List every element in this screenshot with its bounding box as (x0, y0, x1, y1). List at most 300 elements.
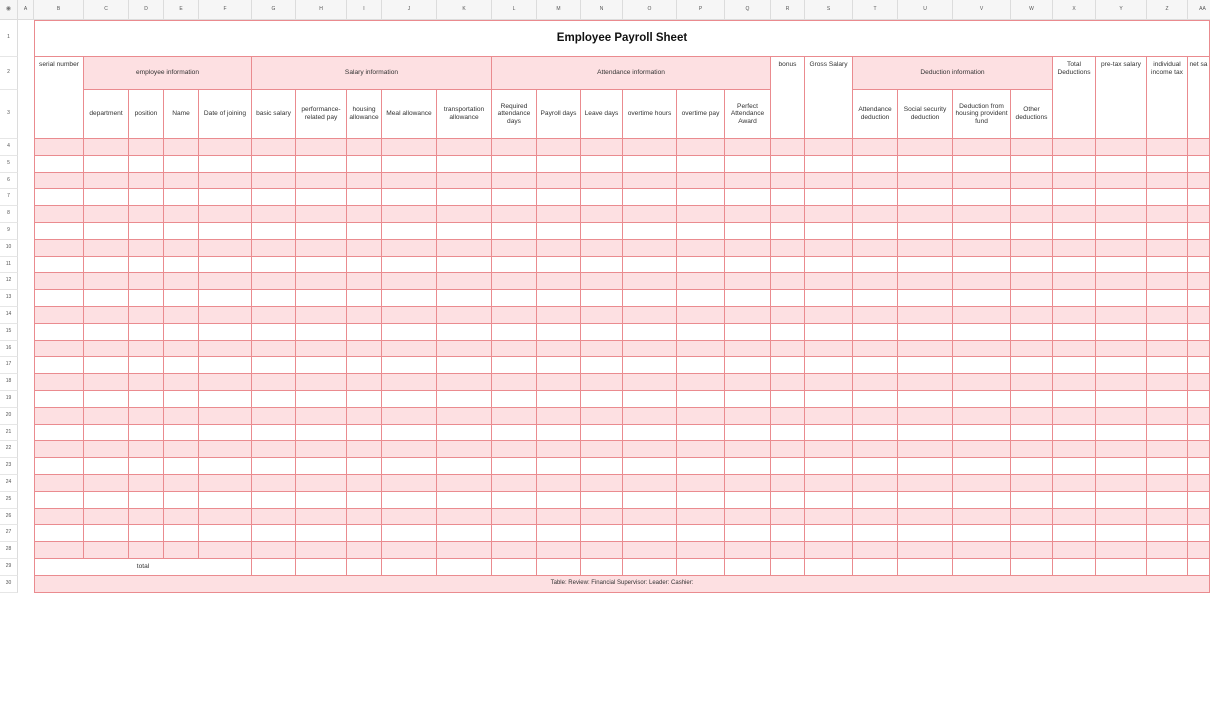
table-cell[interactable] (129, 341, 164, 358)
column-header-p[interactable]: P (677, 0, 725, 20)
table-cell[interactable] (581, 240, 623, 257)
table-cell[interactable] (437, 441, 492, 458)
table-cell[interactable] (252, 206, 296, 223)
table-cell[interactable] (382, 240, 437, 257)
table-cell[interactable] (853, 475, 898, 492)
table-cell[interactable] (1053, 240, 1096, 257)
table-cell[interactable] (1147, 290, 1188, 307)
table-cell[interactable] (382, 324, 437, 341)
table-cell[interactable] (437, 458, 492, 475)
table-cell[interactable] (805, 139, 853, 156)
table-cell[interactable] (84, 425, 129, 442)
table-cell[interactable] (677, 475, 725, 492)
table-cell[interactable] (953, 307, 1011, 324)
table-cell[interactable] (1147, 441, 1188, 458)
table-cell[interactable] (252, 509, 296, 526)
table-cell[interactable] (623, 525, 677, 542)
table-cell[interactable] (199, 273, 252, 290)
table-cell[interactable] (347, 257, 382, 274)
table-cell[interactable] (677, 509, 725, 526)
table-cell[interactable] (129, 139, 164, 156)
table-cell[interactable] (953, 240, 1011, 257)
table-cell[interactable] (581, 509, 623, 526)
table-cell[interactable] (347, 391, 382, 408)
table-cell[interactable] (623, 223, 677, 240)
table-cell[interactable] (129, 290, 164, 307)
row-header-5[interactable]: 5 (0, 156, 18, 173)
table-cell[interactable] (623, 173, 677, 190)
table-cell[interactable] (725, 341, 771, 358)
table-cell[interactable] (164, 475, 199, 492)
table-cell[interactable] (199, 290, 252, 307)
table-cell[interactable] (537, 391, 581, 408)
table-cell[interactable] (1053, 173, 1096, 190)
table-cell[interactable] (898, 307, 953, 324)
table-cell[interactable] (581, 425, 623, 442)
table-cell[interactable] (581, 542, 623, 559)
row-header-15[interactable]: 15 (0, 324, 18, 341)
table-cell[interactable] (953, 223, 1011, 240)
column-header-y[interactable]: Y (1096, 0, 1147, 20)
table-cell[interactable] (898, 324, 953, 341)
table-cell[interactable] (84, 240, 129, 257)
table-cell[interactable] (1096, 374, 1147, 391)
table-cell[interactable] (382, 391, 437, 408)
table-cell[interactable] (1053, 374, 1096, 391)
table-cell[interactable] (84, 223, 129, 240)
table-cell[interactable] (492, 374, 537, 391)
table-cell[interactable] (953, 156, 1011, 173)
table-cell[interactable] (581, 173, 623, 190)
column-header-j[interactable]: J (382, 0, 437, 20)
table-cell[interactable] (898, 173, 953, 190)
table-cell[interactable] (492, 257, 537, 274)
table-cell[interactable] (296, 509, 347, 526)
column-header-l[interactable]: L (492, 0, 537, 20)
table-cell[interactable] (34, 189, 84, 206)
table-cell[interactable] (34, 240, 84, 257)
table-cell[interactable] (771, 307, 805, 324)
table-cell[interactable] (382, 492, 437, 509)
table-cell[interactable] (1011, 357, 1053, 374)
table-cell[interactable] (853, 441, 898, 458)
table-cell[interactable] (898, 458, 953, 475)
table-cell[interactable] (437, 492, 492, 509)
table-cell[interactable] (199, 408, 252, 425)
table-cell[interactable] (492, 458, 537, 475)
table-cell[interactable] (898, 240, 953, 257)
table-cell[interactable] (853, 290, 898, 307)
table-cell[interactable] (1147, 324, 1188, 341)
table-cell[interactable] (492, 509, 537, 526)
table-cell[interactable] (771, 509, 805, 526)
table-cell[interactable] (492, 240, 537, 257)
row-header-14[interactable]: 14 (0, 307, 18, 324)
table-cell[interactable] (252, 324, 296, 341)
table-cell[interactable] (199, 324, 252, 341)
table-cell[interactable] (1188, 307, 1210, 324)
table-cell[interactable] (725, 357, 771, 374)
row-header-8[interactable]: 8 (0, 206, 18, 223)
table-cell[interactable] (1188, 206, 1210, 223)
table-cell[interactable] (953, 492, 1011, 509)
table-cell[interactable] (492, 189, 537, 206)
table-cell[interactable] (382, 189, 437, 206)
table-cell[interactable] (1053, 206, 1096, 223)
table-cell[interactable] (581, 257, 623, 274)
table-cell[interactable] (347, 542, 382, 559)
table-cell[interactable] (623, 492, 677, 509)
table-cell[interactable] (34, 290, 84, 307)
table-cell[interactable] (129, 206, 164, 223)
table-cell[interactable] (537, 206, 581, 223)
table-cell[interactable] (252, 139, 296, 156)
table-cell[interactable] (771, 357, 805, 374)
table-cell[interactable] (725, 290, 771, 307)
table-cell[interactable] (771, 408, 805, 425)
table-cell[interactable] (84, 475, 129, 492)
table-cell[interactable] (898, 223, 953, 240)
table-cell[interactable] (771, 542, 805, 559)
column-header-aa[interactable]: AA (1188, 0, 1210, 20)
table-cell[interactable] (853, 525, 898, 542)
table-cell[interactable] (382, 341, 437, 358)
table-cell[interactable] (164, 139, 199, 156)
table-cell[interactable] (725, 257, 771, 274)
table-cell[interactable] (725, 425, 771, 442)
table-cell[interactable] (805, 240, 853, 257)
table-cell[interactable] (129, 441, 164, 458)
table-cell[interactable] (164, 509, 199, 526)
column-header-e[interactable]: E (164, 0, 199, 20)
table-cell[interactable] (1053, 290, 1096, 307)
table-cell[interactable] (296, 391, 347, 408)
column-header-x[interactable]: X (1053, 0, 1096, 20)
table-cell[interactable] (164, 206, 199, 223)
table-cell[interactable] (623, 441, 677, 458)
table-cell[interactable] (725, 509, 771, 526)
table-cell[interactable] (623, 139, 677, 156)
table-cell[interactable] (898, 139, 953, 156)
table-cell[interactable] (1188, 425, 1210, 442)
table-cell[interactable] (677, 374, 725, 391)
table-cell[interactable] (953, 290, 1011, 307)
table-cell[interactable] (492, 391, 537, 408)
table-cell[interactable] (199, 492, 252, 509)
table-cell[interactable] (129, 425, 164, 442)
table-cell[interactable] (1011, 475, 1053, 492)
table-cell[interactable] (437, 475, 492, 492)
table-cell[interactable] (84, 206, 129, 223)
table-cell[interactable] (84, 391, 129, 408)
table-cell[interactable] (725, 374, 771, 391)
table-cell[interactable] (382, 206, 437, 223)
table-cell[interactable] (164, 441, 199, 458)
table-cell[interactable] (1053, 273, 1096, 290)
table-cell[interactable] (953, 173, 1011, 190)
table-cell[interactable] (581, 189, 623, 206)
table-cell[interactable] (953, 391, 1011, 408)
table-cell[interactable] (199, 173, 252, 190)
table-cell[interactable] (164, 458, 199, 475)
table-cell[interactable] (853, 341, 898, 358)
table-cell[interactable] (677, 542, 725, 559)
table-cell[interactable] (1147, 391, 1188, 408)
table-cell[interactable] (164, 525, 199, 542)
table-cell[interactable] (805, 509, 853, 526)
table-cell[interactable] (1011, 341, 1053, 358)
table-cell[interactable] (1096, 525, 1147, 542)
table-cell[interactable] (1096, 156, 1147, 173)
total-cell[interactable] (537, 559, 581, 576)
table-cell[interactable] (129, 156, 164, 173)
table-cell[interactable] (34, 273, 84, 290)
table-cell[interactable] (853, 391, 898, 408)
table-cell[interactable] (537, 441, 581, 458)
table-cell[interactable] (805, 492, 853, 509)
table-cell[interactable] (1011, 441, 1053, 458)
table-cell[interactable] (164, 290, 199, 307)
table-cell[interactable] (1096, 257, 1147, 274)
table-cell[interactable] (34, 408, 84, 425)
table-cell[interactable] (1147, 240, 1188, 257)
table-cell[interactable] (853, 189, 898, 206)
row-header-2[interactable]: 2 (0, 57, 18, 90)
table-cell[interactable] (1096, 206, 1147, 223)
table-cell[interactable] (199, 189, 252, 206)
table-cell[interactable] (853, 273, 898, 290)
table-cell[interactable] (199, 341, 252, 358)
table-cell[interactable] (1188, 357, 1210, 374)
table-cell[interactable] (677, 357, 725, 374)
table-cell[interactable] (771, 257, 805, 274)
row-header-10[interactable]: 10 (0, 240, 18, 257)
table-cell[interactable] (437, 139, 492, 156)
table-cell[interactable] (677, 206, 725, 223)
table-cell[interactable] (898, 341, 953, 358)
table-cell[interactable] (898, 492, 953, 509)
table-cell[interactable] (199, 542, 252, 559)
table-cell[interactable] (437, 240, 492, 257)
table-cell[interactable] (199, 156, 252, 173)
table-cell[interactable] (805, 223, 853, 240)
table-cell[interactable] (953, 509, 1011, 526)
column-header-o[interactable]: O (623, 0, 677, 20)
table-cell[interactable] (84, 156, 129, 173)
table-cell[interactable] (1147, 458, 1188, 475)
table-cell[interactable] (84, 542, 129, 559)
table-cell[interactable] (725, 173, 771, 190)
table-cell[interactable] (1011, 156, 1053, 173)
row-header-18[interactable]: 18 (0, 374, 18, 391)
table-cell[interactable] (129, 391, 164, 408)
table-cell[interactable] (296, 374, 347, 391)
row-header-4[interactable]: 4 (0, 139, 18, 156)
table-cell[interactable] (296, 273, 347, 290)
column-header-z[interactable]: Z (1147, 0, 1188, 20)
table-cell[interactable] (537, 240, 581, 257)
row-header-17[interactable]: 17 (0, 357, 18, 374)
table-cell[interactable] (1011, 425, 1053, 442)
table-cell[interactable] (1188, 509, 1210, 526)
table-cell[interactable] (677, 408, 725, 425)
table-cell[interactable] (296, 324, 347, 341)
total-cell[interactable] (252, 559, 296, 576)
table-cell[interactable] (953, 341, 1011, 358)
table-cell[interactable] (623, 391, 677, 408)
table-cell[interactable] (437, 408, 492, 425)
table-cell[interactable] (581, 475, 623, 492)
table-cell[interactable] (492, 273, 537, 290)
table-cell[interactable] (805, 173, 853, 190)
table-cell[interactable] (1188, 173, 1210, 190)
table-cell[interactable] (129, 189, 164, 206)
total-cell[interactable] (1096, 559, 1147, 576)
table-cell[interactable] (1147, 341, 1188, 358)
table-cell[interactable] (805, 391, 853, 408)
table-cell[interactable] (725, 492, 771, 509)
table-cell[interactable] (492, 173, 537, 190)
table-cell[interactable] (1011, 257, 1053, 274)
table-cell[interactable] (164, 240, 199, 257)
table-cell[interactable] (296, 542, 347, 559)
table-cell[interactable] (805, 156, 853, 173)
column-header-v[interactable]: V (953, 0, 1011, 20)
table-cell[interactable] (84, 341, 129, 358)
table-cell[interactable] (1147, 475, 1188, 492)
row-header-19[interactable]: 19 (0, 391, 18, 408)
table-cell[interactable] (1188, 290, 1210, 307)
table-cell[interactable] (199, 307, 252, 324)
table-cell[interactable] (1011, 408, 1053, 425)
total-cell[interactable] (1011, 559, 1053, 576)
table-cell[interactable] (537, 324, 581, 341)
table-cell[interactable] (129, 257, 164, 274)
table-cell[interactable] (623, 257, 677, 274)
table-cell[interactable] (437, 290, 492, 307)
table-cell[interactable] (1188, 273, 1210, 290)
table-cell[interactable] (347, 441, 382, 458)
table-cell[interactable] (898, 475, 953, 492)
table-cell[interactable] (199, 240, 252, 257)
table-cell[interactable] (581, 139, 623, 156)
row-header-13[interactable]: 13 (0, 290, 18, 307)
table-cell[interactable] (296, 341, 347, 358)
table-cell[interactable] (623, 542, 677, 559)
row-header-11[interactable]: 11 (0, 257, 18, 274)
table-cell[interactable] (34, 307, 84, 324)
table-cell[interactable] (623, 425, 677, 442)
table-cell[interactable] (537, 156, 581, 173)
table-cell[interactable] (437, 374, 492, 391)
table-cell[interactable] (347, 206, 382, 223)
table-cell[interactable] (953, 273, 1011, 290)
column-header-c[interactable]: C (84, 0, 129, 20)
table-cell[interactable] (623, 458, 677, 475)
table-cell[interactable] (853, 509, 898, 526)
table-cell[interactable] (1053, 475, 1096, 492)
table-cell[interactable] (805, 290, 853, 307)
total-cell[interactable] (853, 559, 898, 576)
table-cell[interactable] (382, 307, 437, 324)
table-cell[interactable] (677, 139, 725, 156)
column-header-s[interactable]: S (805, 0, 853, 20)
table-cell[interactable] (84, 173, 129, 190)
total-cell[interactable] (898, 559, 953, 576)
table-cell[interactable] (623, 290, 677, 307)
table-cell[interactable] (382, 475, 437, 492)
table-cell[interactable] (677, 341, 725, 358)
total-cell[interactable] (1188, 559, 1210, 576)
table-cell[interactable] (382, 441, 437, 458)
table-cell[interactable] (199, 458, 252, 475)
table-cell[interactable] (623, 475, 677, 492)
table-cell[interactable] (898, 357, 953, 374)
table-cell[interactable] (771, 492, 805, 509)
table-cell[interactable] (252, 425, 296, 442)
table-cell[interactable] (725, 408, 771, 425)
table-cell[interactable] (537, 425, 581, 442)
table-cell[interactable] (252, 156, 296, 173)
table-cell[interactable] (771, 189, 805, 206)
table-cell[interactable] (1147, 525, 1188, 542)
table-cell[interactable] (581, 290, 623, 307)
table-cell[interactable] (252, 290, 296, 307)
table-cell[interactable] (898, 290, 953, 307)
table-cell[interactable] (437, 542, 492, 559)
table-cell[interactable] (771, 173, 805, 190)
table-cell[interactable] (581, 223, 623, 240)
table-cell[interactable] (1096, 509, 1147, 526)
table-cell[interactable] (296, 458, 347, 475)
table-cell[interactable] (771, 391, 805, 408)
table-cell[interactable] (1147, 257, 1188, 274)
table-cell[interactable] (437, 156, 492, 173)
table-cell[interactable] (953, 525, 1011, 542)
table-cell[interactable] (537, 542, 581, 559)
table-cell[interactable] (725, 139, 771, 156)
table-cell[interactable] (84, 509, 129, 526)
table-cell[interactable] (347, 189, 382, 206)
table-cell[interactable] (771, 441, 805, 458)
table-cell[interactable] (1053, 509, 1096, 526)
table-cell[interactable] (853, 408, 898, 425)
table-cell[interactable] (953, 324, 1011, 341)
table-cell[interactable] (953, 189, 1011, 206)
table-cell[interactable] (129, 273, 164, 290)
table-cell[interactable] (84, 492, 129, 509)
table-cell[interactable] (296, 156, 347, 173)
table-cell[interactable] (677, 156, 725, 173)
table-cell[interactable] (725, 475, 771, 492)
table-cell[interactable] (1053, 525, 1096, 542)
table-cell[interactable] (898, 509, 953, 526)
column-header-r[interactable]: R (771, 0, 805, 20)
table-cell[interactable] (623, 206, 677, 223)
table-cell[interactable] (1053, 542, 1096, 559)
table-cell[interactable] (623, 273, 677, 290)
table-cell[interactable] (347, 341, 382, 358)
table-cell[interactable] (296, 189, 347, 206)
table-cell[interactable] (492, 290, 537, 307)
table-cell[interactable] (1188, 257, 1210, 274)
row-header-7[interactable]: 7 (0, 189, 18, 206)
table-cell[interactable] (1096, 475, 1147, 492)
table-cell[interactable] (1147, 206, 1188, 223)
table-cell[interactable] (1096, 173, 1147, 190)
row-header-6[interactable]: 6 (0, 173, 18, 190)
table-cell[interactable] (164, 374, 199, 391)
